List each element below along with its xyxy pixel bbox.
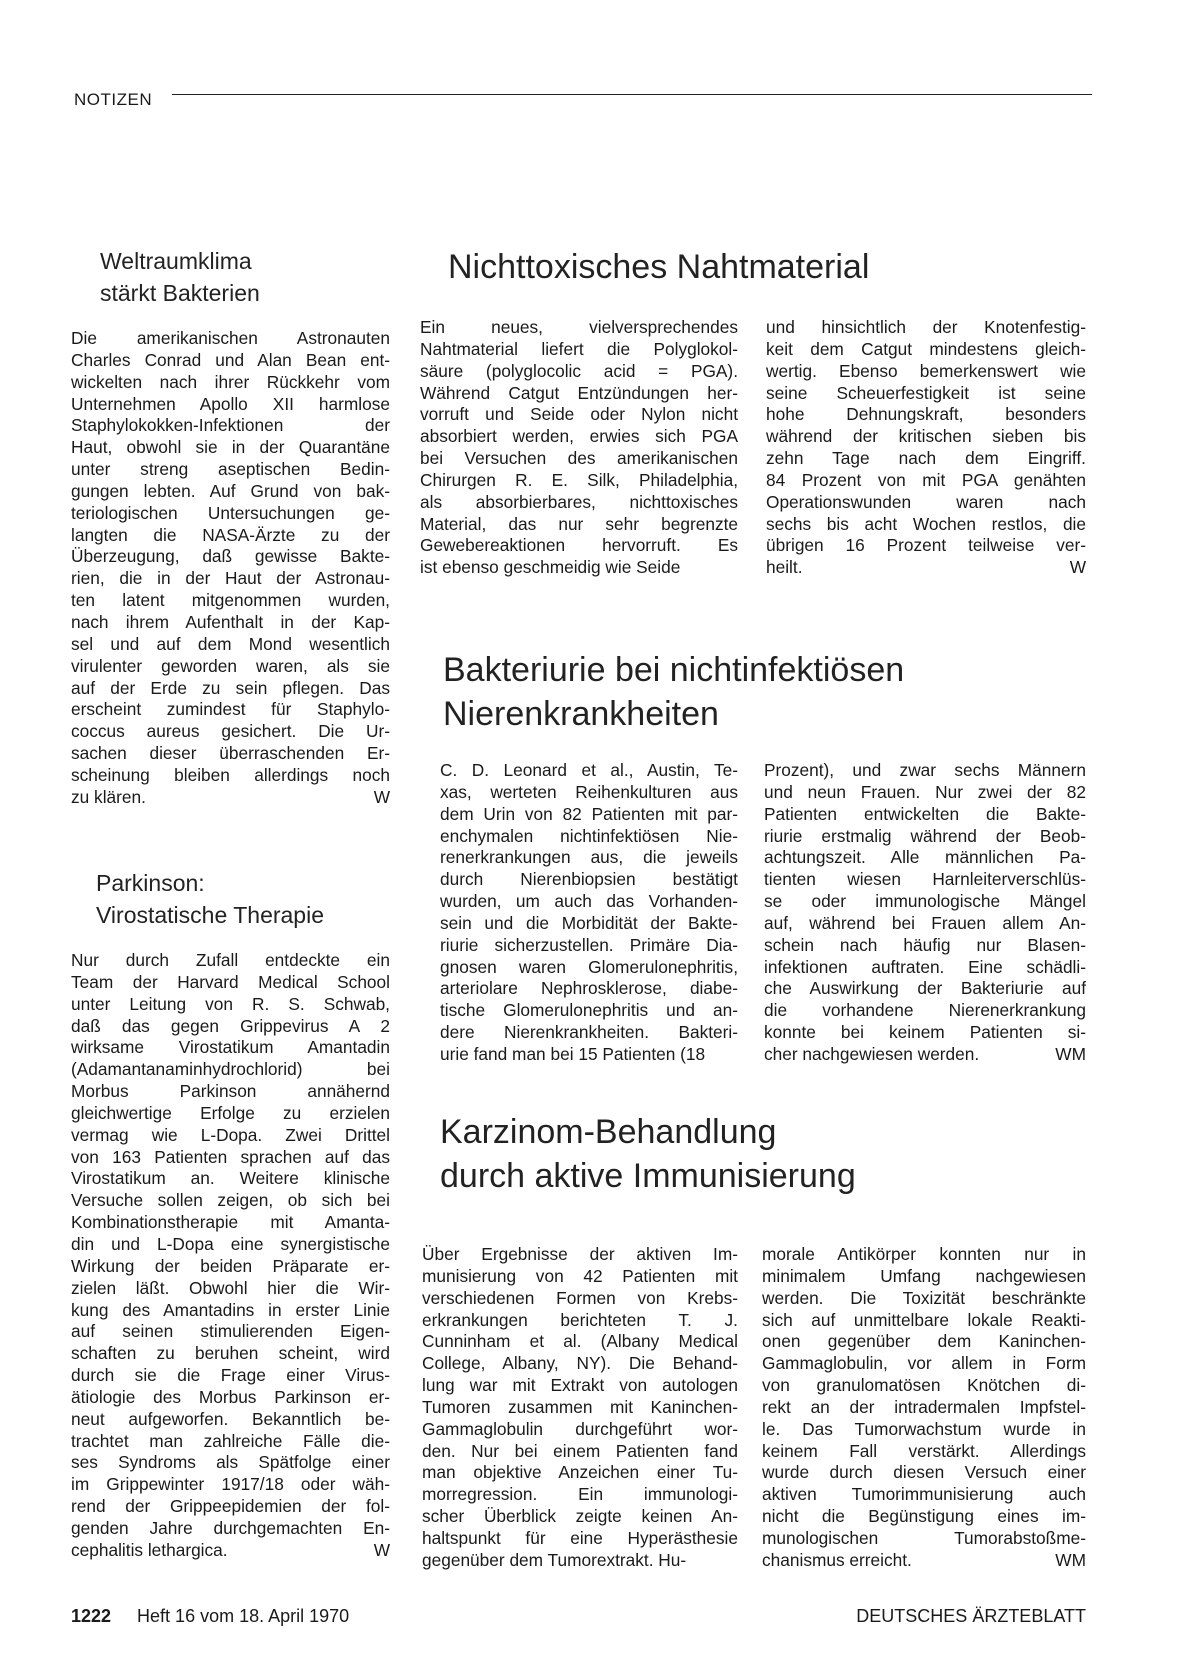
article-body-bakteriurie-col2	[764, 760, 1086, 1066]
text-line: din und L-Dopa eine synergistische	[71, 1233, 390, 1254]
article-body-nahtmaterial-col1	[420, 317, 738, 579]
text-line: dem Urin von 82 Patienten mit par-	[440, 803, 738, 824]
text-line: hohe Dehnungskraft, besonders	[766, 404, 1086, 425]
article-body-karzinom-col2	[762, 1244, 1086, 1572]
text-line: man objektive Anzeichen einer Tu-	[422, 1462, 738, 1483]
text-line: gleichwertige Erfolge zu erzielen	[71, 1102, 390, 1123]
text-line: arteriolare Nephrosklerose, diabe-	[440, 978, 738, 999]
page-number: 1222	[71, 1606, 112, 1626]
text-line: Kombinationstherapie mit Amanta-	[71, 1212, 390, 1233]
author-signature: W	[1069, 557, 1086, 578]
text-line: Operationswunden waren nach	[766, 491, 1086, 512]
text-line: onen gegenüber dem Kaninchen-	[762, 1331, 1086, 1352]
text-line: renerkrankungen aus, die jeweils	[440, 847, 738, 868]
text-line: auf seinen stimulierenden Eigen-	[71, 1321, 390, 1342]
journal-name: DEUTSCHES ÄRZTEBLATT	[856, 1606, 1086, 1626]
text-line: wertig. Ebenso bemerkenswert wie	[766, 360, 1086, 381]
text-line: Prozent), und zwar sechs Männern	[764, 760, 1086, 780]
closing-line	[71, 787, 390, 809]
text-line: infektionen auftraten. Eine schädli-	[764, 956, 1086, 977]
title-line: Parkinson:	[96, 870, 205, 896]
text-line: le. Das Tumorwachstum wurde in	[762, 1418, 1086, 1439]
text-line: ten latent mitgenommen wurden,	[71, 590, 390, 611]
text-line: tienten wiesen Harnleiterverschlüs-	[764, 869, 1086, 890]
text-line: Team der Harvard Medical School	[71, 971, 390, 992]
title-line: stärkt Bakterien	[100, 280, 260, 306]
closing-line	[766, 557, 1086, 579]
text-line: wurden, um auch das Vorhanden-	[440, 891, 738, 912]
text-line: Die amerikanischen Astronauten	[71, 328, 390, 348]
title-line: Virostatische Therapie	[96, 902, 325, 928]
title-line: Nierenkrankheiten	[443, 695, 719, 733]
text-line: den. Nur bei einem Patienten fand	[422, 1440, 738, 1461]
text-line: trachtet man zahlreiche Fälle die-	[71, 1430, 390, 1451]
text-line: haltspunkt für eine Hyperästhesie	[422, 1527, 738, 1548]
author-signature: W	[373, 1539, 390, 1560]
text-line: xas, werteten Reihenkulturen aus	[440, 781, 738, 802]
text-line: Gewebereaktionen hervorruft. Es	[420, 535, 738, 556]
text-line: morale Antikörper konnten nur in	[762, 1244, 1086, 1264]
text-line: von 163 Patienten sprachen auf das	[71, 1146, 390, 1167]
text-line: urie fand man bei 15 Patienten (18	[440, 1043, 706, 1064]
article-title-weltraumklima	[100, 245, 260, 309]
article-body-parkinson	[71, 950, 390, 1562]
text-line: im Grippewinter 1917/18 oder wäh-	[71, 1474, 390, 1495]
text-line: minimalem Umfang nachgewiesen	[762, 1265, 1086, 1286]
text-line: lung war mit Extrakt von autologen	[422, 1375, 738, 1396]
text-line: Nahtmaterial liefert die Polyglokol-	[420, 338, 738, 359]
text-line: seine Scheuerfestigkeit ist seine	[766, 382, 1086, 403]
text-line: von granulomatösen Knötchen di-	[762, 1375, 1086, 1396]
text-line: enchymalen nichtinfektiösen Nie-	[440, 825, 738, 846]
author-signature: WM	[1055, 1043, 1086, 1064]
text-line: Wirkung der beiden Präparate er-	[71, 1255, 390, 1276]
title-line: Karzinom-Behandlung	[440, 1113, 777, 1151]
text-line: Ein neues, vielversprechendes	[420, 317, 738, 337]
text-line: Nur durch Zufall entdeckte ein	[71, 950, 390, 970]
text-line: Überzeugung, daß gewisse Bakte-	[71, 546, 390, 567]
article-body-bakteriurie-col1	[440, 760, 738, 1066]
text-line: auf der Erde zu sein pflegen. Das	[71, 677, 390, 698]
text-line: (Adamantanaminhydrochlorid) bei	[71, 1059, 390, 1080]
text-line: morregression. Ein immunologi-	[422, 1484, 738, 1505]
text-line-end: zu klären.	[71, 786, 146, 807]
text-line: riurie sicherzustellen. Primäre Dia-	[440, 934, 738, 955]
text-line: sachen dieser überraschenden Er-	[71, 743, 390, 764]
text-line: keinem Fall verstärkt. Allerdings	[762, 1440, 1086, 1461]
text-line: Cunninham et al. (Albany Medical	[422, 1331, 738, 1352]
closing-line	[764, 1044, 1086, 1066]
text-line: konnte bei keinem Patienten si-	[764, 1022, 1086, 1043]
closing-line	[71, 1540, 390, 1562]
text-line: gnosen waren Glomerulonephritis,	[440, 956, 738, 977]
text-line: daß das gegen Grippevirus A 2	[71, 1015, 390, 1036]
text-line: kung des Amantadins in erster Linie	[71, 1299, 390, 1320]
text-line: ist ebenso geschmeidig wie Seide	[420, 557, 681, 578]
text-line: Gammaglobulin durchgeführt wor-	[422, 1418, 738, 1439]
title-line: Weltraumklima	[100, 248, 252, 274]
text-line: Unternehmen Apollo XII harmlose	[71, 393, 390, 414]
article-title-karzinom	[440, 1110, 856, 1198]
text-line: unter streng aseptischen Bedin-	[71, 459, 390, 480]
text-line: munologischen Tumorabstoßme-	[762, 1527, 1086, 1548]
text-line: scheinung bleiben allerdings noch	[71, 764, 390, 785]
text-line: Versuche sollen zeigen, ob sich bei	[71, 1190, 390, 1211]
section-label: NOTIZEN	[74, 90, 153, 109]
text-line: gungen lebten. Auf Grund von bak-	[71, 480, 390, 501]
text-line: schein nach häufig nur Blasen-	[764, 934, 1086, 955]
text-line: übrigen 16 Prozent teilweise ver-	[766, 535, 1086, 556]
text-line: und neun Frauen. Nur zwei der 82	[764, 781, 1086, 802]
text-line: werden. Die Toxizität beschränkte	[762, 1287, 1086, 1308]
text-line: absorbiert werden, erwies sich PGA	[420, 426, 738, 447]
text-line: und hinsichtlich der Knotenfestig-	[766, 317, 1086, 337]
text-line-end: cephalitis lethargica.	[71, 1539, 228, 1560]
text-line: Material, das nur sehr begrenzte	[420, 513, 738, 534]
text-line: erscheint zumindest für Staphylo-	[71, 699, 390, 720]
text-line: che Auswirkung der Bakteriurie auf	[764, 978, 1086, 999]
article-title-nahtmaterial	[448, 245, 869, 289]
text-line: unter Leitung von R. S. Schwab,	[71, 993, 390, 1014]
text-line: Gammaglobulin, vor allem in Form	[762, 1353, 1086, 1374]
text-line: C. D. Leonard et al., Austin, Te-	[440, 760, 738, 780]
text-line: Haut, obwohl sie in der Quarantäne	[71, 437, 390, 458]
text-line: Morbus Parkinson annähernd	[71, 1081, 390, 1102]
text-line: sein und die Morbidität der Bakte-	[440, 912, 738, 933]
author-signature: WM	[1055, 1549, 1086, 1570]
article-title-parkinson	[96, 867, 324, 931]
text-line: während der kritischen sieben bis	[766, 426, 1086, 447]
text-line: als absorbierbares, nichttoxisches	[420, 491, 738, 512]
text-line: se oder immunologische Mängel	[764, 891, 1086, 912]
text-line: verschiedenen Formen von Krebs-	[422, 1287, 738, 1308]
text-line: säure (polyglocolic acid = PGA).	[420, 360, 738, 381]
text-line: Über Ergebnisse der aktiven Im-	[422, 1244, 738, 1264]
text-line: riurie erstmalig während der Beob-	[764, 825, 1086, 846]
text-line: durch Nierenbiopsien bestätigt	[440, 869, 738, 890]
text-line: Virostatikum an. Weitere klinische	[71, 1168, 390, 1189]
text-line: vorruft und Seide oder Nylon nicht	[420, 404, 738, 425]
text-line: ätiologie des Morbus Parkinson er-	[71, 1386, 390, 1407]
text-line: wurde durch diesen Versuch einer	[762, 1462, 1086, 1483]
article-body-karzinom-col1	[422, 1244, 738, 1572]
text-line: Während Catgut Entzündungen her-	[420, 382, 738, 403]
text-line: zehn Tage nach dem Eingriff.	[766, 448, 1086, 469]
text-line: schaften zu beruhen scheint, wird	[71, 1343, 390, 1364]
text-line: bei Versuchen des amerikanischen	[420, 448, 738, 469]
text-line: coccus aureus gesichert. Die Ur-	[71, 721, 390, 742]
text-line-end: heilt.	[766, 557, 803, 578]
text-line-end: chanismus erreicht.	[762, 1549, 912, 1570]
text-line: virulenter geworden waren, als sie	[71, 655, 390, 676]
text-line: rien, die in der Haut der Astronau-	[71, 568, 390, 589]
text-line: sich auf unmittelbare lokale Reakti-	[762, 1309, 1086, 1330]
text-line: College, Albany, NY). Die Behand-	[422, 1353, 738, 1374]
footer-left	[71, 1606, 349, 1627]
text-line: scher Überblick zeigte keinen An-	[422, 1506, 738, 1527]
text-line: Chirurgen R. E. Silk, Philadelphia,	[420, 469, 738, 490]
text-line: Charles Conrad und Alan Bean ent-	[71, 349, 390, 370]
text-line: wickelten nach ihrer Rückkehr vom	[71, 371, 390, 392]
text-line: nicht die Begünstigung eines im-	[762, 1506, 1086, 1527]
title-line: Bakteriurie bei nichtinfektiösen	[443, 651, 905, 689]
text-line: Staphylokokken-Infektionen der	[71, 415, 390, 436]
text-line: Patienten entwickelten die Bakte-	[764, 803, 1086, 824]
issue-info: Heft 16 vom 18. April 1970	[137, 1606, 350, 1626]
text-line-end: cher nachgewiesen werden.	[764, 1043, 980, 1064]
article-body-weltraumklima	[71, 328, 390, 809]
text-line: gegenüber dem Tumorextrakt. Hu-	[422, 1549, 687, 1570]
text-line: rekt an der intradermalen Impfstel-	[762, 1396, 1086, 1417]
text-line: aktiven Tumorimmunisierung auch	[762, 1484, 1086, 1505]
text-line: genden Jahre durchgemachten En-	[71, 1517, 390, 1538]
text-line: dere Nierenkrankheiten. Bakteri-	[440, 1022, 738, 1043]
article-title-bakteriurie	[443, 648, 904, 736]
text-line: achtungszeit. Alle männlichen Pa-	[764, 847, 1086, 868]
text-line: munisierung von 42 Patienten mit	[422, 1265, 738, 1286]
title-line: Nichttoxisches Nahtmaterial	[448, 248, 870, 286]
text-line: keit dem Catgut mindestens gleich-	[766, 338, 1086, 359]
text-line: auf, während bei Frauen allem An-	[764, 912, 1086, 933]
text-line: teriologischen Untersuchungen ge-	[71, 502, 390, 523]
closing-line	[762, 1550, 1086, 1572]
text-line: vermag wie L-Dopa. Zwei Drittel	[71, 1124, 390, 1145]
text-line: durch sie die Frage einer Virus-	[71, 1365, 390, 1386]
text-line: Tumoren zusammen mit Kaninchen-	[422, 1396, 738, 1417]
text-line: ses Syndroms als Spätfolge einer	[71, 1452, 390, 1473]
text-line: die vorhandene Nierenerkrankung	[764, 1000, 1086, 1021]
text-line: erkrankungen berichteten T. J.	[422, 1309, 738, 1330]
text-line: langten die NASA-Ärzte zu der	[71, 524, 390, 545]
text-line: nach ihrem Aufenthalt in der Kap-	[71, 611, 390, 632]
article-body-nahtmaterial-col2	[766, 317, 1086, 579]
text-line: tische Glomerulonephritis und an-	[440, 1000, 738, 1021]
text-line: 84 Prozent von mit PGA genähten	[766, 469, 1086, 490]
text-line: wirksame Virostatikum Amantadin	[71, 1037, 390, 1058]
text-line: sechs bis acht Wochen restlos, die	[766, 513, 1086, 534]
text-line: sel und auf dem Mond wesentlich	[71, 633, 390, 654]
title-line: durch aktive Immunisierung	[440, 1157, 856, 1195]
header-rule	[172, 94, 1092, 95]
text-line: zielen läßt. Obwohl hier die Wir-	[71, 1277, 390, 1298]
author-signature: W	[373, 786, 390, 807]
text-line: neut aufgeworfen. Bekanntlich be-	[71, 1408, 390, 1429]
text-line: rend der Grippeepidemien der fol-	[71, 1496, 390, 1517]
